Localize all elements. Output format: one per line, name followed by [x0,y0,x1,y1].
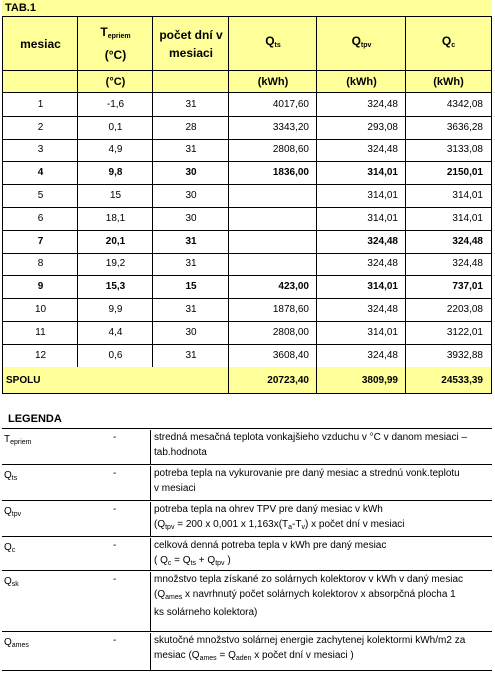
cell-qtpv: 324,48 [316,344,406,368]
legend-description: celková denná potreba tepla v kWh pre daný mesiac ( $Q_c = Q_{ts} + Q_{tpv}$ ) [150,538,490,570]
legend-symbol: $Q_c$ [4,542,16,554]
legend-dash: - [113,468,117,479]
legend-dash: - [113,574,117,585]
cell-month: 2 [2,116,78,140]
unit-cell: (kWh) [405,71,492,93]
cell-month: 10 [2,298,78,322]
legend-bottom-line [2,670,492,671]
cell-temperature: 18,1 [77,207,153,231]
legend-symbol: $Q_{tpv}$ [4,506,22,518]
legend-description: potreba tepla na vykurovanie pre daný mesiac a strednú vonk.teplotu v mesiaci [150,466,490,500]
cell-temperature: 20,1 [77,230,153,254]
cell-days: 28 [152,116,229,140]
cell-qtpv: 324,48 [316,93,406,117]
cell-temperature: 19,2 [77,253,153,277]
cell-temperature: 9,9 [77,298,153,322]
cell-qtpv: 293,08 [316,116,406,140]
cell-qtpv: 324,48 [316,139,406,163]
cell-qc: 3122,01 [405,321,492,345]
legend-symbol: $Q_{ames}$ [4,637,29,649]
cell-qc: 324,48 [405,253,492,277]
cell-qts: 4017,60 [228,93,317,117]
unit-cell: (kWh) [228,71,317,93]
cell-month: 4 [2,161,78,185]
header-qtpv: $Q_{tpv}$ [316,17,406,71]
cell-temperature: 15 [77,184,153,208]
legend-dash: - [113,504,117,515]
cell-days: 15 [152,275,229,299]
legend-description: skutočné množstvo solárnej energie zachytenej kolektormi kWh/m2 za mesiac ($Q_{ames} = Q_{aden}$ x počet dní v mesiaci ) [150,633,490,670]
legend-dash: - [113,635,117,646]
cell-temperature: 4,9 [77,139,153,163]
header-days: počet dní v mesiaci [152,17,229,71]
unit-cell [152,71,229,93]
cell-days: 30 [152,321,229,345]
cell-qc: 3932,88 [405,344,492,368]
cell-qtpv: 314,01 [316,184,406,208]
cell-qts [228,207,317,231]
total-qc: 24533,39 [405,367,492,394]
cell-qc: 314,01 [405,207,492,231]
legend-description: stredná mesačná teplota vonkajšieho vzduchu v °C v danom mesiaci – tab.hodnota [150,430,490,464]
cell-qts: 3343,20 [228,116,317,140]
legend-title: LEGENDA [8,413,62,425]
legend-dash: - [113,540,117,551]
cell-month: 9 [2,275,78,299]
legend-symbol: $Q_{ts}$ [4,470,18,482]
cell-month: 1 [2,93,78,117]
legend-dash: - [113,432,117,443]
cell-qtpv: 314,01 [316,207,406,231]
cell-qts: 3608,40 [228,344,317,368]
total-qtpv: 3809,99 [316,367,406,394]
cell-qts [228,230,317,254]
legend-description: potreba tepla na ohrev TPV pre daný mesiac v kWh ($Q_{tpv} = 200$ x 0,001 x $1,163x(T_a-T_v)$ x počet dní v mesiaci [150,502,490,536]
cell-days: 31 [152,230,229,254]
table-title: TAB.1 [2,0,492,17]
cell-month: 3 [2,139,78,163]
cell-qc: 737,01 [405,275,492,299]
cell-qts: 1836,00 [228,161,317,185]
cell-month: 12 [2,344,78,368]
cell-qc: 3133,08 [405,139,492,163]
cell-month: 6 [2,207,78,231]
cell-month: 8 [2,253,78,277]
cell-temperature: 9,8 [77,161,153,185]
cell-temperature: 0,6 [77,344,153,368]
cell-qc: 2150,01 [405,161,492,185]
unit-cell [2,71,78,93]
cell-qts [228,253,317,277]
cell-qc: 324,48 [405,230,492,254]
cell-qc: 2203,08 [405,298,492,322]
cell-qtpv: 324,48 [316,230,406,254]
cell-days: 31 [152,93,229,117]
cell-qts: 1878,60 [228,298,317,322]
total-qts: 20723,40 [228,367,317,394]
cell-qc: 4342,08 [405,93,492,117]
cell-qtpv: 324,48 [316,298,406,322]
cell-month: 5 [2,184,78,208]
cell-month: 7 [2,230,78,254]
cell-qts [228,184,317,208]
header-qts: $Q_{ts}$ [228,17,317,71]
cell-temperature: 15,3 [77,275,153,299]
header-month: mesiac [2,17,78,71]
unit-cell: (kWh) [316,71,406,93]
cell-temperature: 4,4 [77,321,153,345]
cell-days: 31 [152,253,229,277]
legend-symbol: $T_{epriem}$ [4,434,32,446]
unit-cell: (°C) [77,71,153,93]
header-temperature: $T_{epriem}$ (°C) [77,17,153,71]
header-qc: $Q_c$ [405,17,492,71]
cell-days: 30 [152,184,229,208]
cell-qts: 423,00 [228,275,317,299]
cell-qc: 3636,28 [405,116,492,140]
cell-qts: 2808,60 [228,139,317,163]
total-label: SPOLU [2,367,229,394]
cell-temperature: 0,1 [77,116,153,140]
cell-temperature: -1,6 [77,93,153,117]
cell-days: 31 [152,344,229,368]
cell-days: 31 [152,139,229,163]
cell-qtpv: 314,01 [316,275,406,299]
cell-days: 30 [152,207,229,231]
cell-qtpv: 314,01 [316,161,406,185]
cell-qc: 314,01 [405,184,492,208]
cell-qtpv: 324,48 [316,253,406,277]
cell-qts: 2808,00 [228,321,317,345]
cell-month: 11 [2,321,78,345]
cell-days: 31 [152,298,229,322]
cell-qtpv: 314,01 [316,321,406,345]
legend-description: množstvo tepla získané zo solárnych kolektorov v kWh v daný mesiac ($Q_{ames}$ x navrhnutý počet solárnych kolektorov x absorpčná plocha 1 ks solárneho kolektora) [150,572,490,631]
cell-days: 30 [152,161,229,185]
legend-symbol: $Q_{sk}$ [4,576,19,588]
